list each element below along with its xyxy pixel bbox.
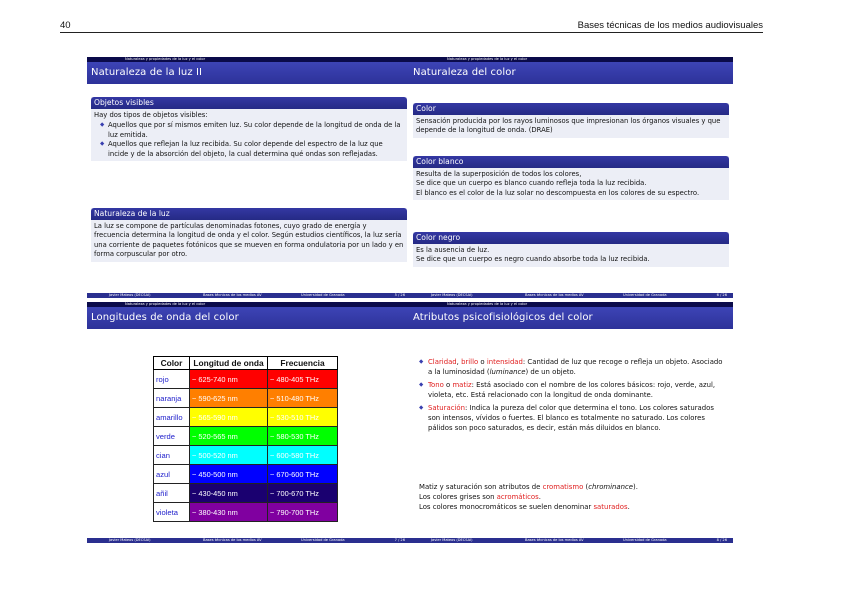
term-connector: o xyxy=(478,358,487,366)
slide-footer xyxy=(409,538,733,543)
attribute-text: : Indica la pureza del color que determina el tono. Los colores saturados son intensos, vívidos o fuertes. El blanco es totalmente no saturado. Los colores pálidos son poco saturados, es decir, están más diluidos en blanco. xyxy=(428,404,714,432)
wavelength-cell: ~ 520-565 nm xyxy=(190,427,268,446)
attribute-term: Claridad xyxy=(428,358,457,366)
list-item: ◆ Aquellos que por sí mismos emiten luz. Su color depende de la longitud de onda de la luz emitida. xyxy=(100,121,404,140)
footer-page: 8 / 26 xyxy=(716,538,727,542)
highlighted-term: acromáticos xyxy=(496,493,539,502)
color-name-cell: azul xyxy=(154,465,190,484)
block-line: Resulta de la superposición de todos los colores, xyxy=(416,170,582,178)
footer-course: Bases técnicas de los medios AV xyxy=(525,293,584,297)
footer-page: 7 / 26 xyxy=(394,538,405,542)
attribute-text: : Cantidad de luz que recoge o refleja un objeto. Asociado a la luminosidad ( xyxy=(428,358,723,376)
table-row xyxy=(154,503,338,522)
color-name-cell: añil xyxy=(154,484,190,503)
slide-longitudes-onda xyxy=(87,302,411,543)
wavelength-cell: ~ 380-430 nm xyxy=(190,503,268,522)
frequency-cell: ~ 790-700 THz xyxy=(268,503,338,522)
slide-atributos xyxy=(409,302,733,543)
footer-university: Universidad de Granada xyxy=(301,538,345,542)
slide-footer xyxy=(87,538,411,543)
color-name-cell: verde xyxy=(154,427,190,446)
note-line xyxy=(419,482,725,492)
attribute-term: intensidad xyxy=(486,358,523,366)
block-body xyxy=(91,109,407,161)
frequency-cell: ~ 580-530 THz xyxy=(268,427,338,446)
footer-university: Universidad de Granada xyxy=(623,293,667,297)
footer-page: 5 / 26 xyxy=(394,293,405,297)
wavelength-cell: ~ 500-520 nm xyxy=(190,446,268,465)
block-line: El blanco es el color de la luz solar no descompuesta en los colores de su espectro. xyxy=(416,188,700,197)
bullet-list xyxy=(94,121,404,159)
term-connector: , xyxy=(456,358,462,366)
wavelength-cell: ~ 430-450 nm xyxy=(190,484,268,503)
attribute-term: Saturación xyxy=(428,404,466,413)
frequency-cell: ~ 600-580 THz xyxy=(268,446,338,465)
note-text: Los colores monocromáticos se suelen denominar xyxy=(419,503,594,512)
attribute-item xyxy=(419,381,725,400)
block-body xyxy=(413,244,729,267)
slide-title: Atributos psicofisiológicos del color xyxy=(413,312,593,323)
frequency-cell: ~ 670-600 THz xyxy=(268,465,338,484)
table-row xyxy=(154,408,338,427)
table-row xyxy=(154,465,338,484)
slide-section-label: Naturaleza y propiedades de la luz y el color xyxy=(447,302,528,306)
slide-title-bar xyxy=(409,307,733,329)
footer-university: Universidad de Granada xyxy=(301,293,345,297)
slide-title-bar xyxy=(87,307,411,329)
table-row xyxy=(154,389,338,408)
footer-author: Javier Mateos (DECSAI) xyxy=(109,293,151,297)
attribute-text: : Está asociado con el nombre de los colores básicos: rojo, verde, azul, violeta, etc. Está relacionado con la longitud de onda dominante. xyxy=(428,381,716,399)
slide-naturaleza-color xyxy=(409,57,733,298)
frequency-cell: ~ 530-510 THz xyxy=(268,408,338,427)
attribute-term: brillo xyxy=(461,358,479,366)
slide-title-bar xyxy=(87,62,411,84)
wavelength-cell: ~ 565-590 nm xyxy=(190,408,268,427)
wavelength-table xyxy=(153,356,338,522)
running-title: Bases técnicas de los medios audiovisuales xyxy=(577,20,763,31)
footer-author: Javier Mateos (DECSAI) xyxy=(109,538,151,542)
note-text: . xyxy=(538,493,541,502)
wavelength-cell: ~ 590-625 nm xyxy=(190,389,268,408)
attribute-notes xyxy=(419,482,725,513)
block-intro: Hay dos tipos de objetos visibles: xyxy=(94,111,208,119)
footer-author: Javier Mateos (DECSAI) xyxy=(431,538,473,542)
slide-section-label: Naturaleza y propiedades de la luz y el color xyxy=(125,57,206,61)
page-number: 40 xyxy=(60,20,71,31)
highlighted-term: saturados xyxy=(593,503,628,512)
block-color-blanco xyxy=(413,156,729,200)
slide-title: Naturaleza de la luz II xyxy=(91,67,203,78)
color-name-cell: naranja xyxy=(154,389,190,408)
table-row xyxy=(154,370,338,389)
block-title: Color xyxy=(413,103,729,115)
slide-naturaleza-luz xyxy=(87,57,411,298)
slide-title-bar xyxy=(409,62,733,84)
table-header-row xyxy=(154,357,338,370)
block-line: Es la ausencia de luz. xyxy=(416,246,490,254)
note-line xyxy=(419,492,725,502)
block-line: Se dice que un cuerpo es negro cuando absorbe toda la luz recibida. xyxy=(416,255,650,264)
block-text: La luz se compone de partículas denominadas fotones, cuyo grado de energía y frecuencia determina la longitud de onda y el color. Según estudios científicos, la luz sería una corriente de paquetes fotónicos que se mueven en forma ondulatoria por un lado y en forma corpuscular por otro. xyxy=(94,222,404,259)
table-row xyxy=(154,446,338,465)
footer-university: Universidad de Granada xyxy=(623,538,667,542)
attribute-tail: ) de un objeto. xyxy=(525,367,576,376)
block-color-negro xyxy=(413,232,729,267)
table-row xyxy=(154,484,338,503)
header-rule xyxy=(60,32,763,33)
block-title: Naturaleza de la luz xyxy=(91,208,407,220)
block-title: Color negro xyxy=(413,232,729,244)
list-item: ◆ Aquellos que reflejan la luz recibida. Su color depende del espectro de la luz que incide y de la absorción del objeto, la cual determina qué ondas son reflejadas. xyxy=(100,140,404,159)
attribute-term-italic: luminance xyxy=(489,367,526,376)
wavelength-cell: ~ 625-740 nm xyxy=(190,370,268,389)
attribute-item xyxy=(419,404,725,433)
footer-author: Javier Mateos (DECSAI) xyxy=(431,293,473,297)
table-row xyxy=(154,427,338,446)
term-connector: o xyxy=(443,381,453,390)
slide-title: Longitudes de onda del color xyxy=(91,312,239,323)
color-name-cell: violeta xyxy=(154,503,190,522)
attribute-list xyxy=(419,358,725,437)
note-line xyxy=(419,502,725,512)
block-body xyxy=(413,168,729,200)
block-line: Se dice que un cuerpo es blanco cuando refleja toda la luz recibida. xyxy=(416,179,647,188)
slide-footer xyxy=(87,293,411,298)
footer-course: Bases técnicas de los medios AV xyxy=(203,538,262,542)
footer-course: Bases técnicas de los medios AV xyxy=(525,538,584,542)
note-text: Matiz y saturación son atributos de xyxy=(419,483,543,491)
attribute-term: matiz xyxy=(452,381,472,390)
note-text: Los colores grises son xyxy=(419,493,497,502)
attribute-item xyxy=(419,358,725,377)
column-header: Frecuencia xyxy=(268,357,338,370)
note-text: . xyxy=(627,503,630,512)
color-name-cell: amarillo xyxy=(154,408,190,427)
footer-course: Bases técnicas de los medios AV xyxy=(203,293,262,297)
note-text: chrominance xyxy=(588,483,634,491)
color-name-cell: rojo xyxy=(154,370,190,389)
slide-title: Naturaleza del color xyxy=(413,67,516,78)
highlighted-term: cromatismo xyxy=(542,483,584,491)
color-name-cell: cian xyxy=(154,446,190,465)
slide-section-label: Naturaleza y propiedades de la luz y el color xyxy=(125,302,206,306)
slide-footer xyxy=(409,293,733,298)
frequency-cell: ~ 700-670 THz xyxy=(268,484,338,503)
block-objetos-visibles xyxy=(91,97,407,161)
attribute-term: Tono xyxy=(428,381,444,390)
footer-page: 6 / 26 xyxy=(716,293,727,297)
block-color xyxy=(413,103,729,138)
frequency-cell: ~ 510-480 THz xyxy=(268,389,338,408)
column-header: Longitud de onda xyxy=(190,357,268,370)
block-title: Objetos visibles xyxy=(91,97,407,109)
slide-section-label: Naturaleza y propiedades de la luz y el color xyxy=(447,57,528,61)
note-text: ). xyxy=(633,483,638,491)
frequency-cell: ~ 480-405 THz xyxy=(268,370,338,389)
block-naturaleza-luz xyxy=(91,208,407,262)
column-header: Color xyxy=(154,357,190,370)
note-text: ( xyxy=(583,483,589,491)
wavelength-cell: ~ 450-500 nm xyxy=(190,465,268,484)
block-title: Color blanco xyxy=(413,156,729,168)
block-text: Sensación producida por los rayos luminosos que impresionan los órganos visuales y que depende de la longitud de onda. (DRAE) xyxy=(416,117,721,135)
